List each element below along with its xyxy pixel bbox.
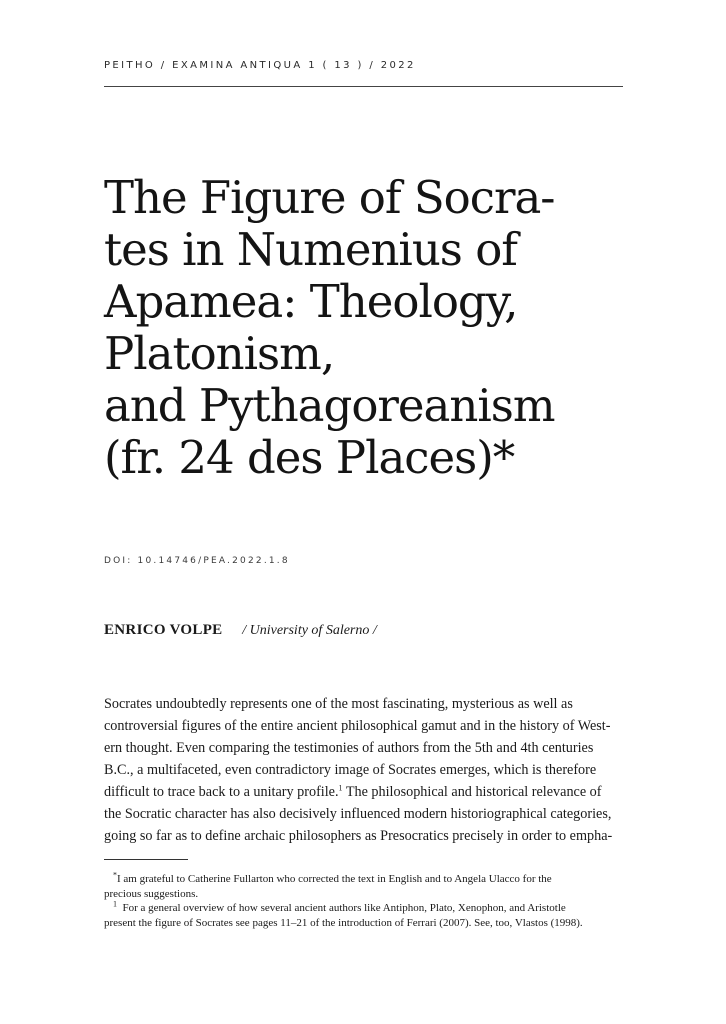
body-line: ern thought. Even comparing the testimonies of authors from the 5th and 4th centuries xyxy=(104,740,594,756)
title-line: tes in Numenius of xyxy=(104,223,517,276)
body-line: controversial figures of the entire ancient philosophical gamut and in the history of West- xyxy=(104,718,611,734)
body-paragraph xyxy=(104,693,624,847)
title-line: and Pythagoreanism xyxy=(104,379,555,432)
running-head: PEITHO / EXAMINA ANTIQUA 1 ( 13 ) / 2022 xyxy=(104,60,416,71)
footnote-star xyxy=(104,872,626,887)
author-affiliation: / University of Salerno / xyxy=(242,623,377,638)
footnote-text: For a general overview of how several ancient authors like Antiphon, Plato, Xenophon, and Aristotle xyxy=(122,902,566,914)
footnote-rule xyxy=(104,859,188,860)
footnote-text: I am grateful to Catherine Fullarton who corrected the text in English and to Angela Ulacco for the xyxy=(117,873,552,885)
title-line: Apamea: Theology, xyxy=(104,275,518,328)
footnotes xyxy=(104,872,626,930)
body-line: the Socratic character has also decisively influenced modern historiographical categories, xyxy=(104,806,612,822)
title-line: The Figure of Socra- xyxy=(104,171,555,224)
author-line xyxy=(104,622,377,639)
footnote-text: present the figure of Socrates see pages 11–21 of the introduction of Ferrari (2007). See, too, Vlastos (1998). xyxy=(104,916,583,929)
body-line: Socrates undoubtedly represents one of the most fascinating, mysterious as well as xyxy=(104,696,573,712)
footnote-ref[interactable]: 1 xyxy=(338,783,343,793)
author-name: ENRICO VOLPE xyxy=(104,622,223,638)
body-line: B.C., a multifaceted, even contradictory image of Socrates emerges, which is therefore xyxy=(104,762,597,778)
footnote-one-mark: 1 xyxy=(113,899,117,909)
title-line: (fr. 24 des Places)* xyxy=(104,431,515,484)
header-rule xyxy=(104,86,623,87)
body-line-text: The philosophical and historical relevance of xyxy=(342,784,602,800)
footnote-star-mark: * xyxy=(113,870,117,880)
title-line: Platonism, xyxy=(104,327,335,380)
body-line: going so far as to define archaic philosophers as Presocratics precisely in order to empha- xyxy=(104,828,613,844)
footnote-text: precious suggestions. xyxy=(104,887,199,900)
footnote-one xyxy=(104,901,626,916)
body-line xyxy=(104,781,624,803)
doi-link[interactable]: DOI: 10.14746/PEA.2022.1.8 xyxy=(104,556,290,566)
body-line-text: difficult to trace back to a unitary profile. xyxy=(104,784,339,800)
article-title xyxy=(104,172,624,484)
